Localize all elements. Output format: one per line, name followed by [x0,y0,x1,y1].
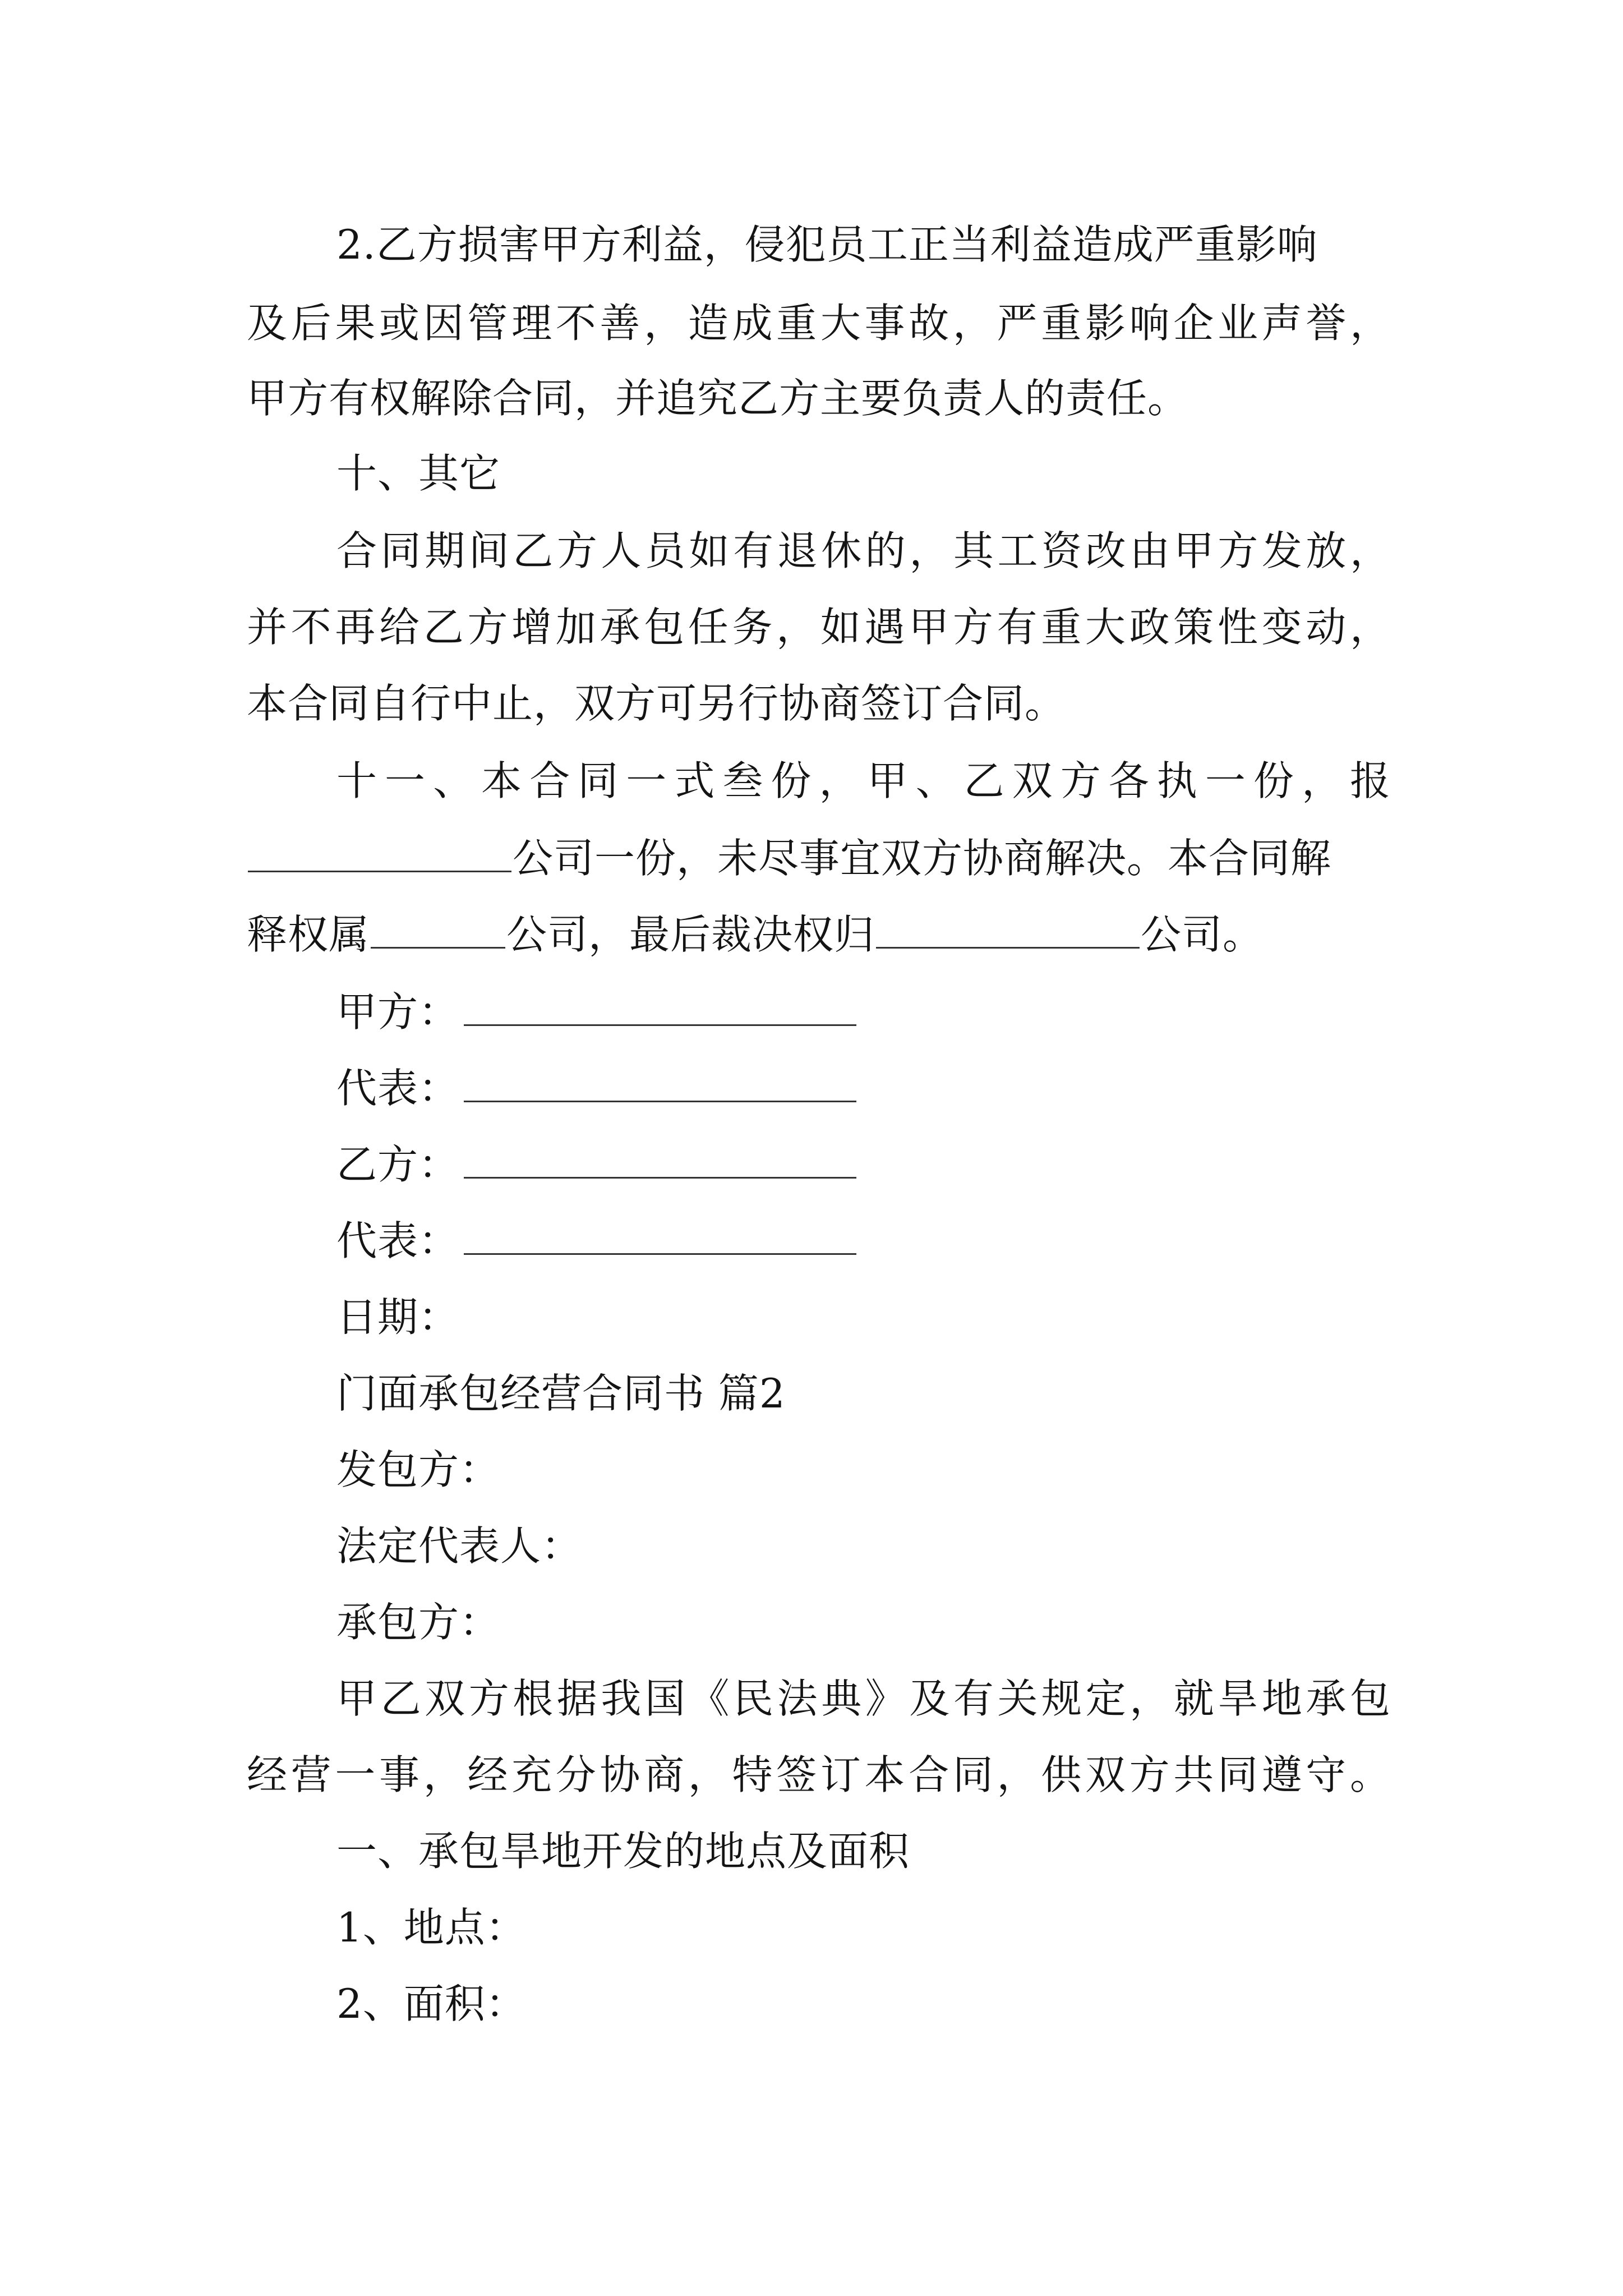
fill-blank-report-company[interactable] [248,831,511,872]
contract2-intro-line2: 经营一事，经充分协商，特签订本合同，供双方共同遵守。 [247,1751,1391,1798]
signature-party-b [336,1125,1481,1204]
contract2-contractor: 承包方： [336,1599,501,1646]
contract2-issuer: 发包方： [336,1446,501,1493]
fill-blank-final-ruling-company[interactable] [876,908,1140,949]
fill-blank-interpretation-company[interactable] [371,908,505,949]
signature-party-a [336,973,1481,1051]
clause-11-line3-part3: 公司。 [1141,911,1264,958]
clause-11-line1: 十一、本合同一式叁份，甲、乙双方各执一份，报 [336,757,1391,804]
contract2-title: 门面承包经营合同书 篇2 [336,1370,786,1417]
signature-rep-a [336,1049,1481,1128]
contract2-item2-area: 2、面积： [336,1980,527,2027]
clause-10-line1: 合同期间乙方人员如有退休的，其工资改由甲方发放， [336,527,1391,574]
signature-rep-b-label: 代表： [336,1217,460,1264]
clause-11-line3-part1: 释权属 [247,911,370,958]
signature-date: 日期： [336,1294,460,1341]
contract2-legal-rep: 法定代表人： [336,1522,583,1570]
contract2-section1-heading: 一、承包旱地开发的地点及面积 [336,1828,910,1875]
clause-11-line2 [247,819,1391,898]
signature-party-b-blank[interactable] [464,1138,856,1179]
clause-11-line3 [247,895,1391,974]
clause-11-line2-text: 公司一份，未尽事宜双方协商解决。本合同解 [513,835,1332,882]
signature-rep-a-label: 代表： [336,1065,460,1112]
clause-9-item2-line1: 2.乙方损害甲方利益，侵犯员工正当利益造成严重影响 [336,221,1318,268]
signature-party-a-label: 甲方： [336,988,460,1036]
clause-11-line3-part2: 公司，最后裁决权归 [506,911,875,958]
clause-9-item2-line3: 甲方有权解除合同，并追究乙方主要负责人的责任。 [247,375,1189,422]
contract2-intro-line1: 甲乙双方根据我国《民法典》及有关规定，就旱地承包 [336,1675,1391,1722]
contract2-item1-location: 1、地点： [336,1904,527,1951]
signature-rep-a-blank[interactable] [464,1061,856,1102]
signature-rep-b [336,1202,1481,1280]
clause-10-line2: 并不再给乙方增加承包任务，如遇甲方有重大政策性变动， [247,604,1391,651]
signature-party-b-label: 乙方： [336,1141,460,1188]
clause-10-heading: 十、其它 [336,450,501,497]
clause-10-line3: 本合同自行中止，双方可另行协商签订合同。 [247,680,1066,727]
signature-party-a-blank[interactable] [464,985,856,1026]
signature-rep-b-blank[interactable] [464,1214,856,1255]
clause-9-item2-line2: 及后果或因管理不善，造成重大事故，严重影响企业声誉， [247,300,1391,347]
